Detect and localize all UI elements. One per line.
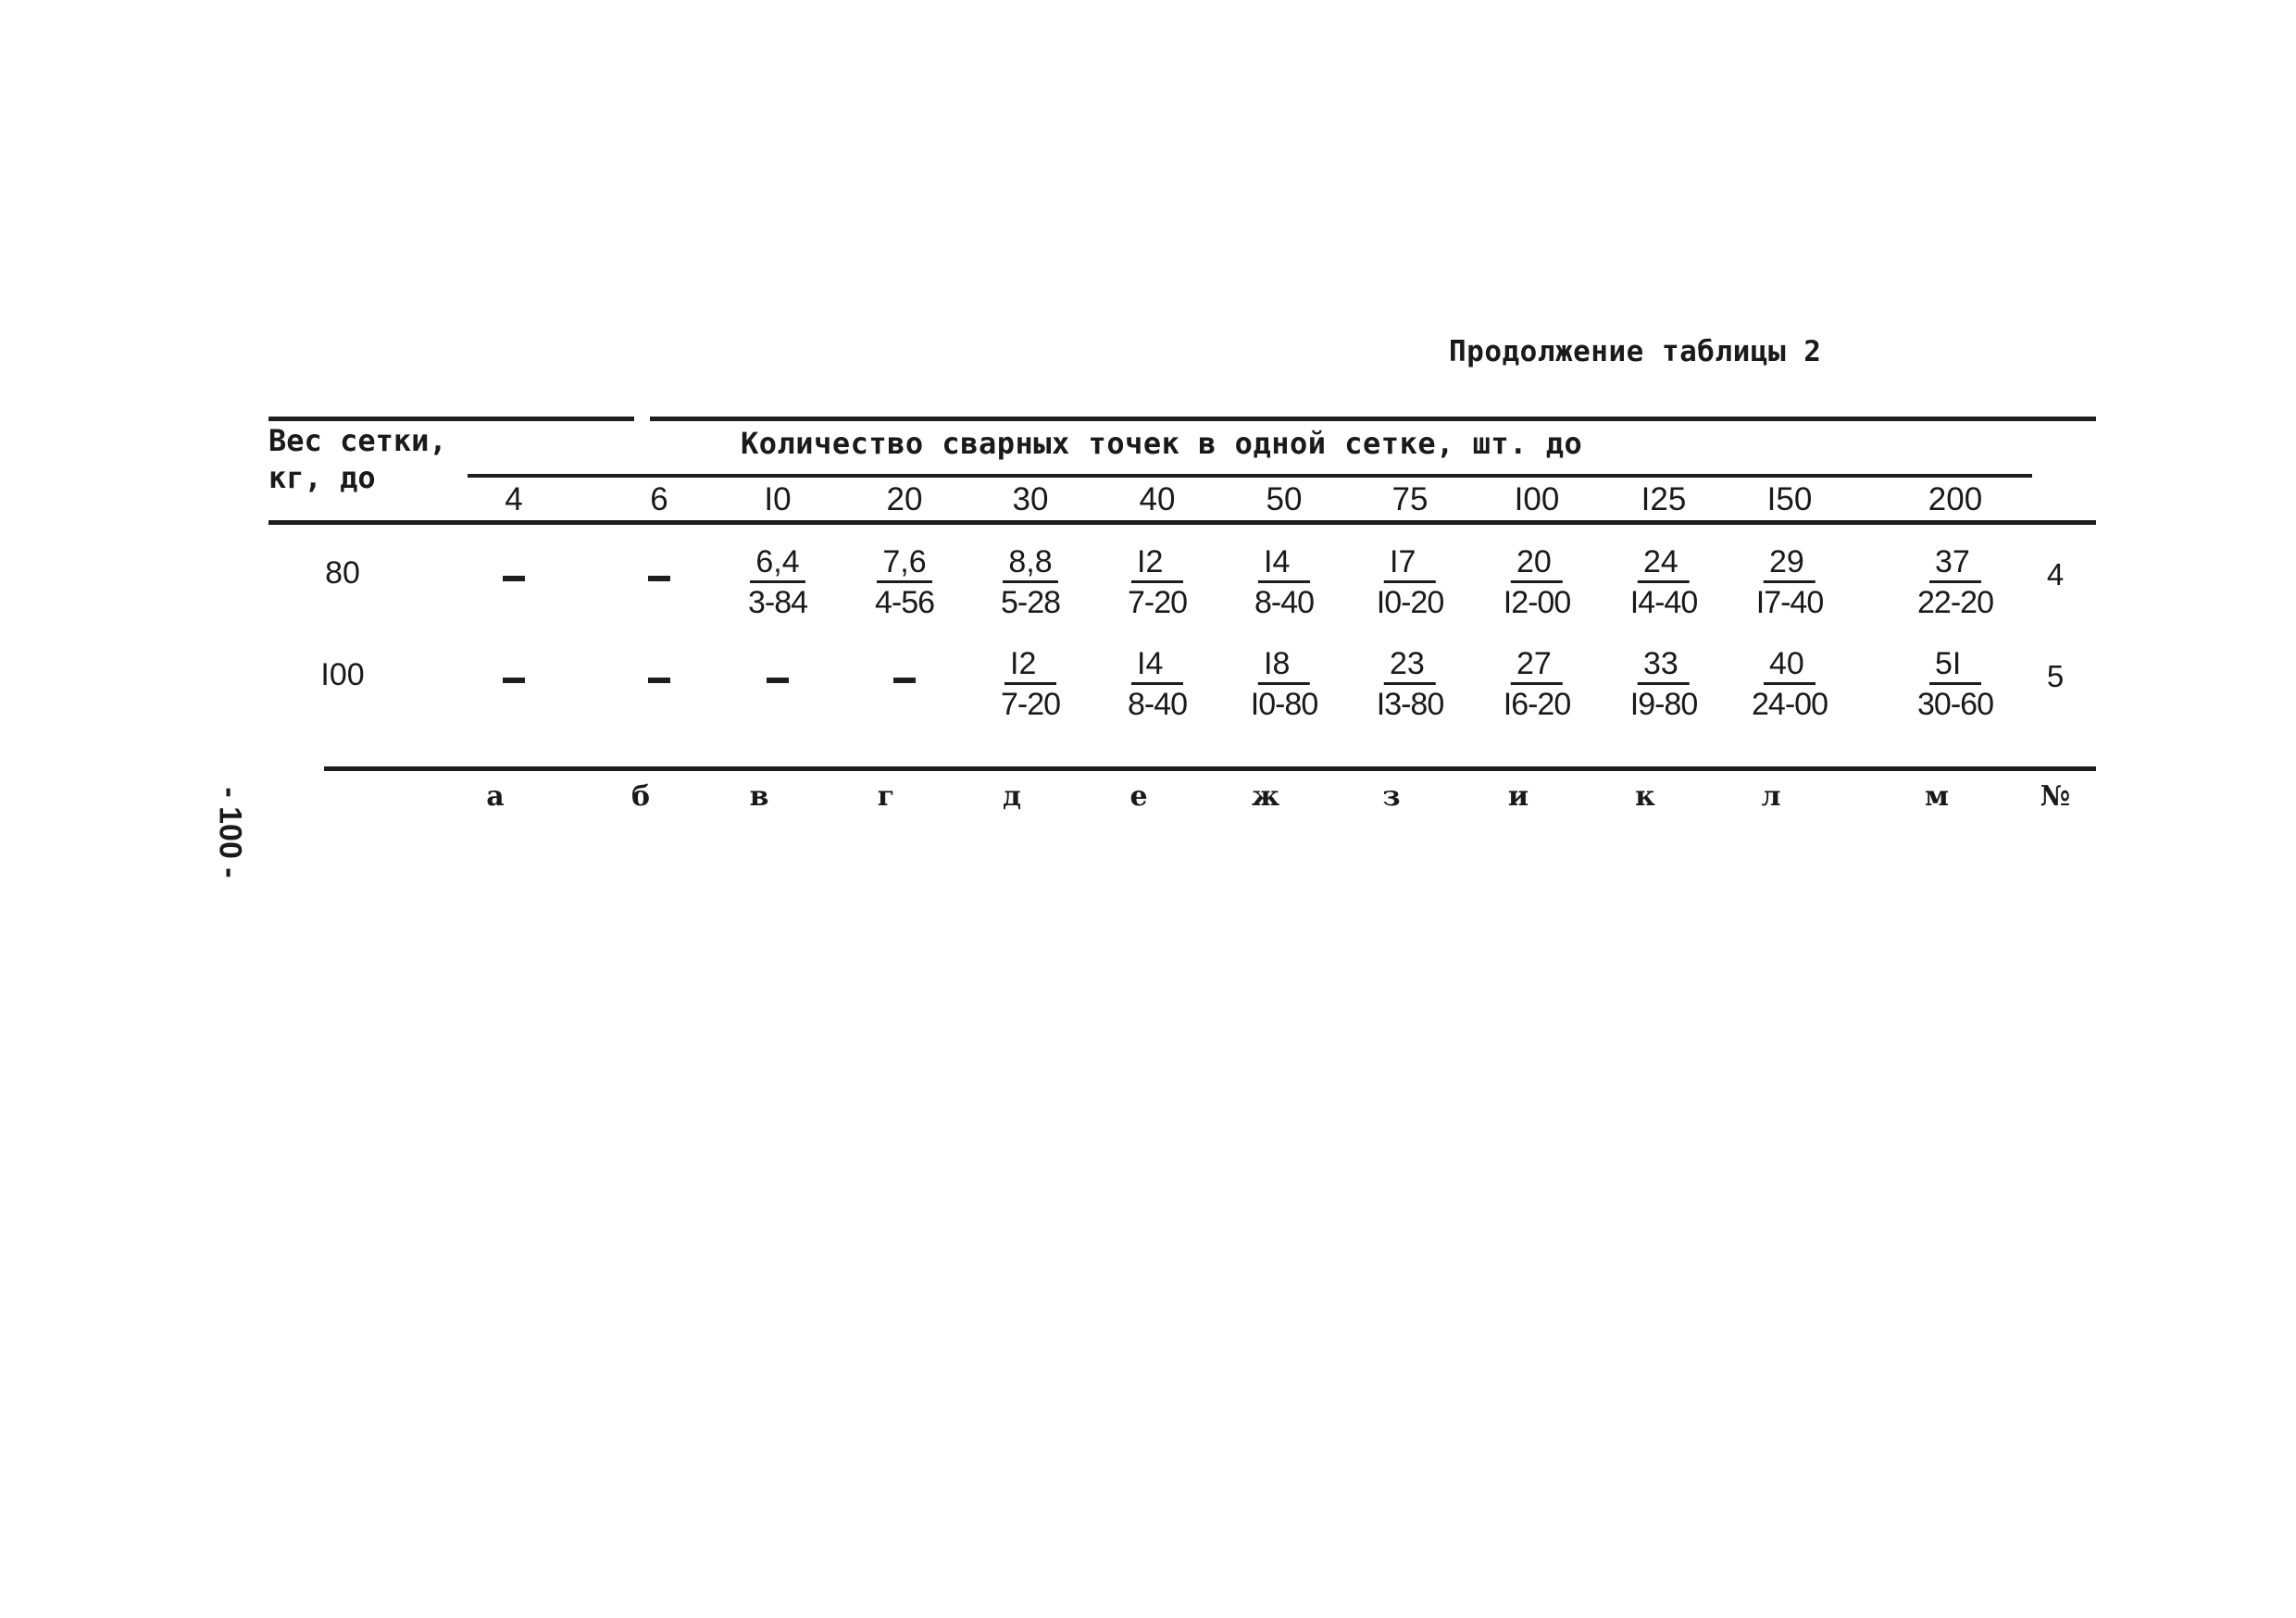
cell-value-top: 29 [1764,546,1816,583]
empty-cell-dash [648,576,670,581]
cell-value-bottom: I2-00 [1503,585,1571,620]
cell-value-top: 20 [1511,546,1563,583]
cell-value-bottom: I0-80 [1250,687,1318,722]
cell-value-top: 6,4 [750,546,805,583]
column-header-10: I25 [1641,481,1687,517]
column-header-11: I50 [1766,481,1813,517]
cell-value-top: I2 [1131,546,1183,583]
table-cell [875,546,934,618]
table-cell [1251,648,1318,720]
empty-cell-dash [893,678,916,683]
cell-value-bottom: 4-56 [874,585,935,620]
column-letter-3: в [749,780,769,813]
top-rule-left [268,417,634,421]
table-bottom-rule [324,766,2096,771]
column-letter-11: л [1761,780,1781,813]
cell-value-bottom: 22-20 [1917,585,1993,620]
table-cell [1001,648,1060,720]
column-header-9: I00 [1514,481,1560,517]
column-letter-9: и [1507,780,1529,813]
row-weight: 80 [325,555,360,591]
cell-value-top: I2 [1004,648,1056,685]
column-header-4: 20 [886,481,923,517]
table-cell [1128,648,1187,720]
cell-value-bottom: 30-60 [1917,687,1993,722]
weight-column-header: Вес сетки, кг, до [268,423,447,495]
column-letter-8: з [1382,780,1401,813]
column-header-1: 4 [505,481,523,517]
column-letter-1: а [486,780,505,813]
cell-value-top: 8,8 [1003,546,1057,583]
cell-value-bottom: 7-20 [1000,687,1061,722]
row-number: 4 [2046,557,2065,591]
column-header-2: 6 [650,481,668,517]
cell-value-top: 40 [1764,648,1816,685]
cell-value-bottom: I4-40 [1629,585,1698,620]
cell-value-bottom: I7-40 [1755,585,1824,620]
cell-value-bottom: 3-84 [747,585,808,620]
cell-value-top: 37 [1929,546,1981,583]
cell-value-top: I8 [1258,648,1310,685]
table-cell [1630,648,1698,720]
cell-value-top: 5I [1929,648,1981,685]
top-rule-right [650,417,2096,421]
cell-value-top: I7 [1384,546,1436,583]
cell-value-top: 23 [1384,648,1436,685]
table-cell [1377,648,1444,720]
page-number: - 100 - [212,787,248,878]
column-letter-10: к [1635,780,1655,813]
column-letter-7: ж [1251,780,1280,813]
empty-cell-dash [503,678,525,683]
points-column-header: Количество сварных точек в одной сетке, шт. до [741,426,1583,461]
table-cell [1752,648,1828,720]
column-letter-5: д [1003,780,1021,813]
cell-value-top: I4 [1131,648,1183,685]
number-column-letter: № [2040,780,2071,813]
subheader-rule [468,474,2032,478]
cell-value-bottom: I0-20 [1376,585,1444,620]
empty-cell-dash [767,678,789,683]
table-cell [748,546,807,618]
cell-value-bottom: 24-00 [1752,687,1828,722]
cell-value-bottom: I6-20 [1503,687,1571,722]
column-header-8: 75 [1391,481,1429,517]
column-letter-12: м [1924,780,1950,813]
cell-value-bottom: 7-20 [1127,585,1188,620]
table-cell [1917,546,1993,618]
empty-cell-dash [503,576,525,581]
cell-value-top: 7,6 [877,546,931,583]
table-cell [1756,546,1824,618]
cell-value-bottom: 8-40 [1254,585,1315,620]
column-letter-2: б [630,780,651,813]
column-header-12: 200 [1928,481,1983,517]
cell-value-bottom: 5-28 [1000,585,1061,620]
cell-value-bottom: I3-80 [1376,687,1444,722]
column-letter-6: е [1129,780,1148,813]
table-cell [1001,546,1060,618]
column-header-3: I0 [764,481,792,517]
table-caption: Продолжение таблицы 2 [1449,335,1822,368]
cell-value-bottom: 8-40 [1127,687,1188,722]
column-header-7: 50 [1266,481,1303,517]
table-cell [1254,546,1314,618]
table-cell [1128,546,1187,618]
cell-value-top: 33 [1638,648,1690,685]
column-letter-4: г [877,780,895,813]
column-header-5: 30 [1012,481,1049,517]
table-cell [1917,648,1993,720]
row-weight: I00 [320,657,365,692]
header-bottom-rule [268,520,2096,525]
table-cell [1377,546,1444,618]
table-cell [1630,546,1698,618]
cell-value-top: I4 [1258,546,1310,583]
column-header-6: 40 [1139,481,1176,517]
row-number: 5 [2046,659,2065,693]
cell-value-top: 27 [1511,648,1563,685]
cell-value-top: 24 [1638,546,1690,583]
cell-value-bottom: I9-80 [1629,687,1698,722]
empty-cell-dash [648,678,670,683]
table-cell [1504,546,1571,618]
table-cell [1504,648,1571,720]
